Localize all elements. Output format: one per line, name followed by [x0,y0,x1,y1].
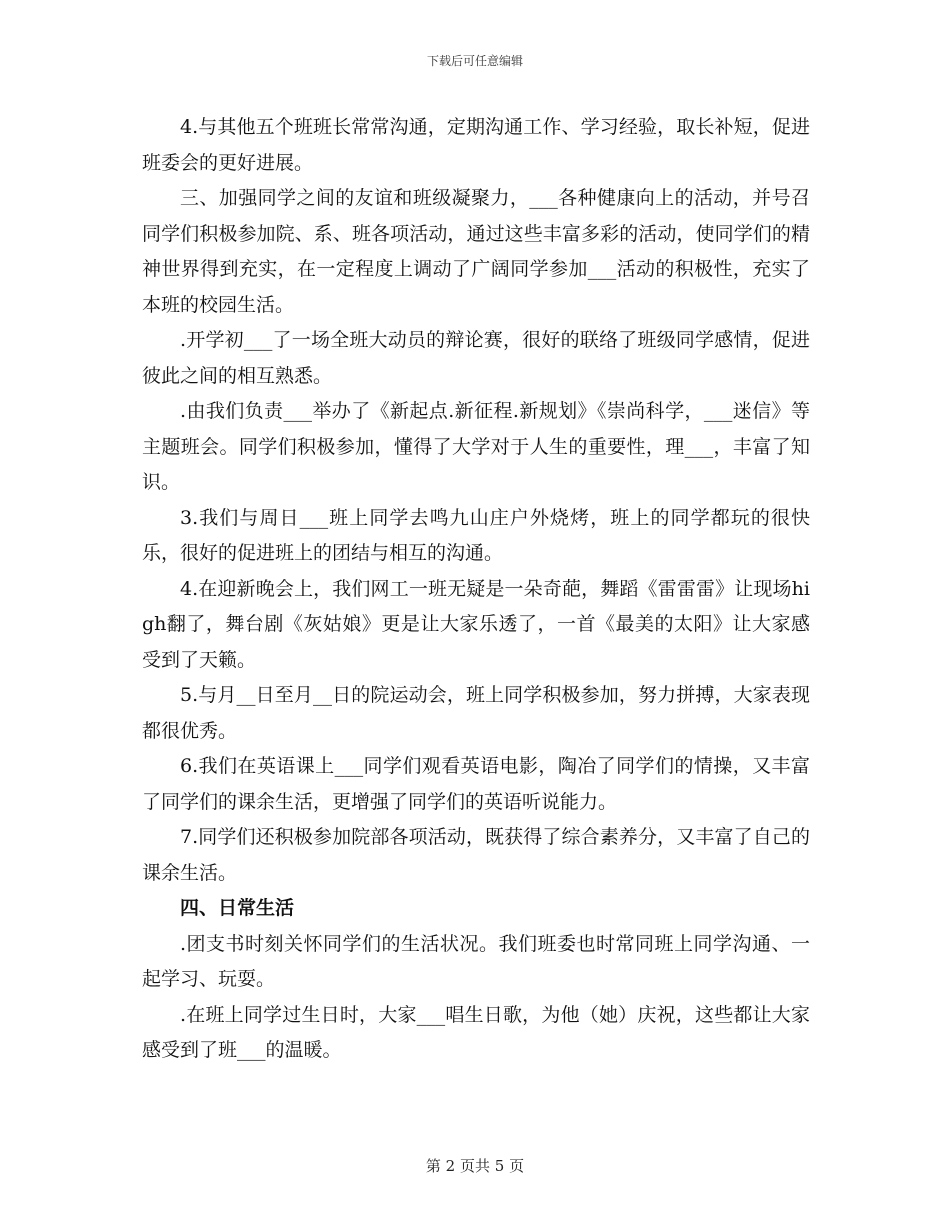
paragraph: 7.同学们还积极参加院部各项活动，既获得了综合素养分，又丰富了自己的课余生活。 [142,826,810,884]
paragraph: .团支书时刻关怀同学们的生活状况。我们班委也时常同班上同学沟通、一起学习、玩耍。 [142,932,810,990]
paragraph: 5.与月__日至月__日的院运动会，班上同学积极参加，努力拼搏，大家表现都很优秀。 [142,684,810,742]
page-footer: 第 2 页共 5 页 [425,1157,525,1175]
section-heading: 四、日常生活 [180,897,295,919]
paragraph: .在班上同学过生日时，大家___唱生日歌，为他（她）庆祝，这些都让大家感受到了班___的温暖。 [142,1003,810,1061]
paragraph: 6.我们在英语课上___同学们观看英语电影，陶冶了同学们的情操，又丰富了同学们的课余生活，更增强了同学们的英语听说能力。 [142,755,810,813]
paragraph: .开学初___了一场全班大动员的辩论赛，很好的联络了班级同学感情，促进彼此之间的相互熟悉。 [142,329,810,387]
paragraph: 3.我们与周日___班上同学去鸣九山庄户外烧烤，班上的同学都玩的很快乐，很好的促进班上的团结与相互的沟通。 [142,506,810,564]
paragraph: 三、加强同学之间的友谊和班级凝聚力，___各种健康向上的活动，并号召同学们积极参加院、系、班各项活动，通过这些丰富多彩的活动，使同学们的精神世界得到充实，在一定程度上调动了广阔同学参加___活动的积极性，充实了本班的校园生活。 [142,187,810,316]
paragraph: 4.在迎新晚会上，我们网工一班无疑是一朵奇葩，舞蹈《雷雷雷》让现场high翻了，舞台剧《灰姑娘》更是让大家乐透了，一首《最美的太阳》让大家感受到了天籁。 [142,577,810,671]
document-body [142,110,810,1069]
paragraph: .由我们负责___举办了《新起点.新征程.新规划》《崇尚科学，___迷信》等主题班会。同学们积极参加，懂得了大学对于人生的重要性，理___，丰富了知识。 [142,400,810,493]
paragraph: 4.与其他五个班班长常常沟通，定期沟通工作、学习经验，取长补短，促进班委会的更好进展。 [142,116,810,174]
page-header: 下载后可任意编辑 [426,54,523,68]
